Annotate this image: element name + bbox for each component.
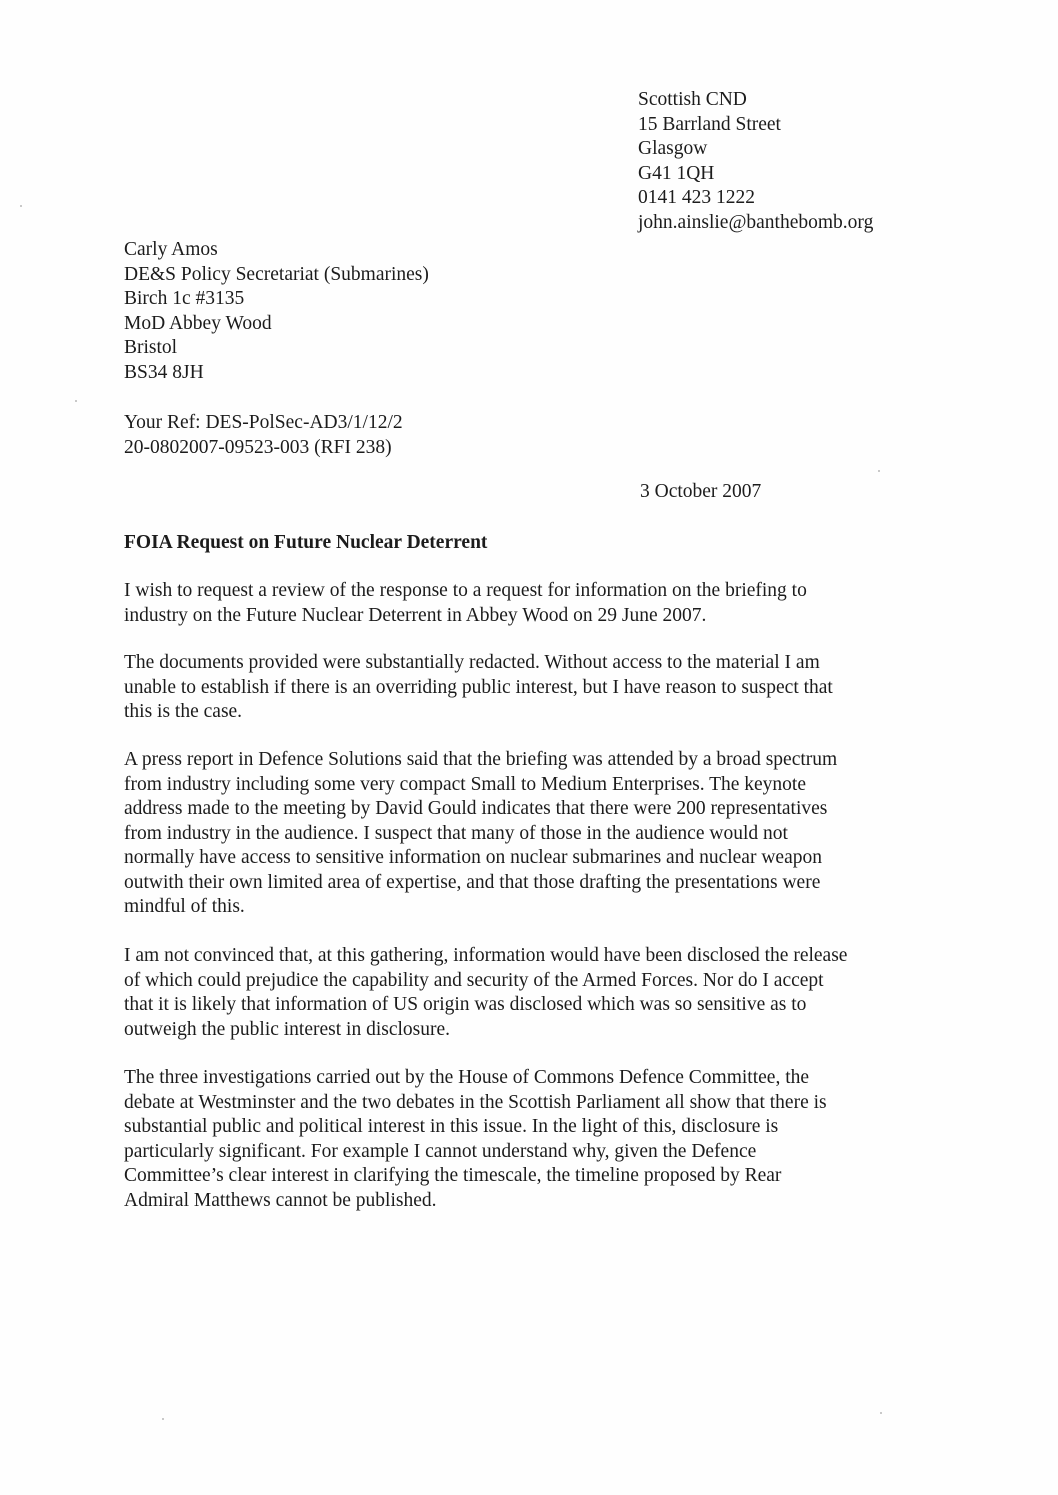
sender-address bbox=[638, 88, 873, 235]
reference-line: Your Ref: DES-PolSec-AD3/1/12/2 bbox=[124, 412, 403, 433]
recipient-address bbox=[124, 238, 429, 385]
paragraph-line: I am not convinced that, at this gathering, information would have been disclosed the release bbox=[124, 945, 848, 966]
scan-speck bbox=[878, 470, 880, 472]
sender-organisation: Scottish CND bbox=[638, 89, 747, 110]
paragraph-line: normally have access to sensitive information on nuclear submarines and nuclear weapon bbox=[124, 847, 822, 868]
paragraph-line: I wish to request a review of the response to a request for information on the briefing to bbox=[124, 580, 807, 601]
paragraph-line: address made to the meeting by David Gould indicates that there were 200 representatives bbox=[124, 798, 828, 819]
recipient-city: Bristol bbox=[124, 337, 178, 358]
paragraph-line: that it is likely that information of US origin was disclosed which was so sensitive as to bbox=[124, 994, 807, 1015]
scan-speck bbox=[75, 400, 77, 402]
recipient-name: Carly Amos bbox=[124, 239, 218, 260]
body-paragraph bbox=[124, 579, 807, 628]
paragraph-line: this is the case. bbox=[124, 701, 243, 722]
reference-block bbox=[124, 411, 403, 460]
paragraph-line: debate at Westminster and the two debates in the Scottish Parliament all show that there is bbox=[124, 1091, 827, 1113]
body-paragraph bbox=[124, 651, 833, 725]
paragraph-line: industry on the Future Nuclear Deterrent in Abbey Wood on 29 June 2007. bbox=[124, 604, 707, 626]
scan-speck bbox=[162, 1418, 164, 1420]
sender-email: john.ainslie@banthebomb.org bbox=[638, 211, 874, 233]
scan-speck bbox=[880, 1412, 882, 1414]
letter-subject: FOIA Request on Future Nuclear Deterrent bbox=[124, 532, 488, 553]
recipient-room: Birch 1c #3135 bbox=[124, 288, 245, 309]
letter-date: 3 October 2007 bbox=[640, 481, 762, 502]
paragraph-line: outwith their own limited area of expertise, and that those drafting the presentations were bbox=[124, 871, 821, 893]
paragraph-line: of which could prejudice the capability and security of the Armed Forces. Nor do I accept bbox=[124, 969, 824, 991]
sender-postcode: G41 1QH bbox=[638, 162, 715, 184]
paragraph-line: substantial public and political interest in this issue. In the light of this, disclosure is bbox=[124, 1116, 779, 1137]
paragraph-line: A press report in Defence Solutions said that the briefing was attended by a broad spectrum bbox=[124, 749, 838, 770]
paragraph-line: The three investigations carried out by the House of Commons Defence Committee, the bbox=[124, 1067, 810, 1088]
recipient-site: MoD Abbey Wood bbox=[124, 312, 272, 334]
paragraph-line: Admiral Matthews cannot be published. bbox=[124, 1189, 437, 1211]
scan-speck bbox=[20, 205, 22, 207]
paragraph-line: unable to establish if there is an overriding public interest, but I have reason to suspect that bbox=[124, 676, 833, 698]
sender-city: Glasgow bbox=[638, 138, 708, 159]
paragraph-line: mindful of this. bbox=[124, 896, 245, 917]
paragraph-line: particularly significant. For example I cannot understand why, given the Defence bbox=[124, 1140, 757, 1162]
body-paragraph bbox=[124, 748, 837, 920]
paragraph-line: The documents provided were substantially redacted. Without access to the material I am bbox=[124, 652, 820, 673]
recipient-postcode: BS34 8JH bbox=[124, 361, 204, 383]
sender-phone: 0141 423 1222 bbox=[638, 187, 755, 208]
body-paragraph bbox=[124, 1066, 827, 1213]
body-paragraph bbox=[124, 944, 847, 1042]
paragraph-line: Committee’s clear interest in clarifying the timescale, the timeline proposed by Rear bbox=[124, 1165, 782, 1186]
sender-street: 15 Barrland Street bbox=[638, 113, 781, 135]
paragraph-line: from industry including some very compact Small to Medium Enterprises. The keynote bbox=[124, 773, 807, 795]
reference-line: 20-0802007-09523-003 (RFI 238) bbox=[124, 436, 392, 458]
recipient-department: DE&S Policy Secretariat (Submarines) bbox=[124, 263, 429, 285]
paragraph-line: outweigh the public interest in disclosure. bbox=[124, 1018, 451, 1040]
paragraph-line: from industry in the audience. I suspect that many of those in the audience would not bbox=[124, 822, 788, 844]
